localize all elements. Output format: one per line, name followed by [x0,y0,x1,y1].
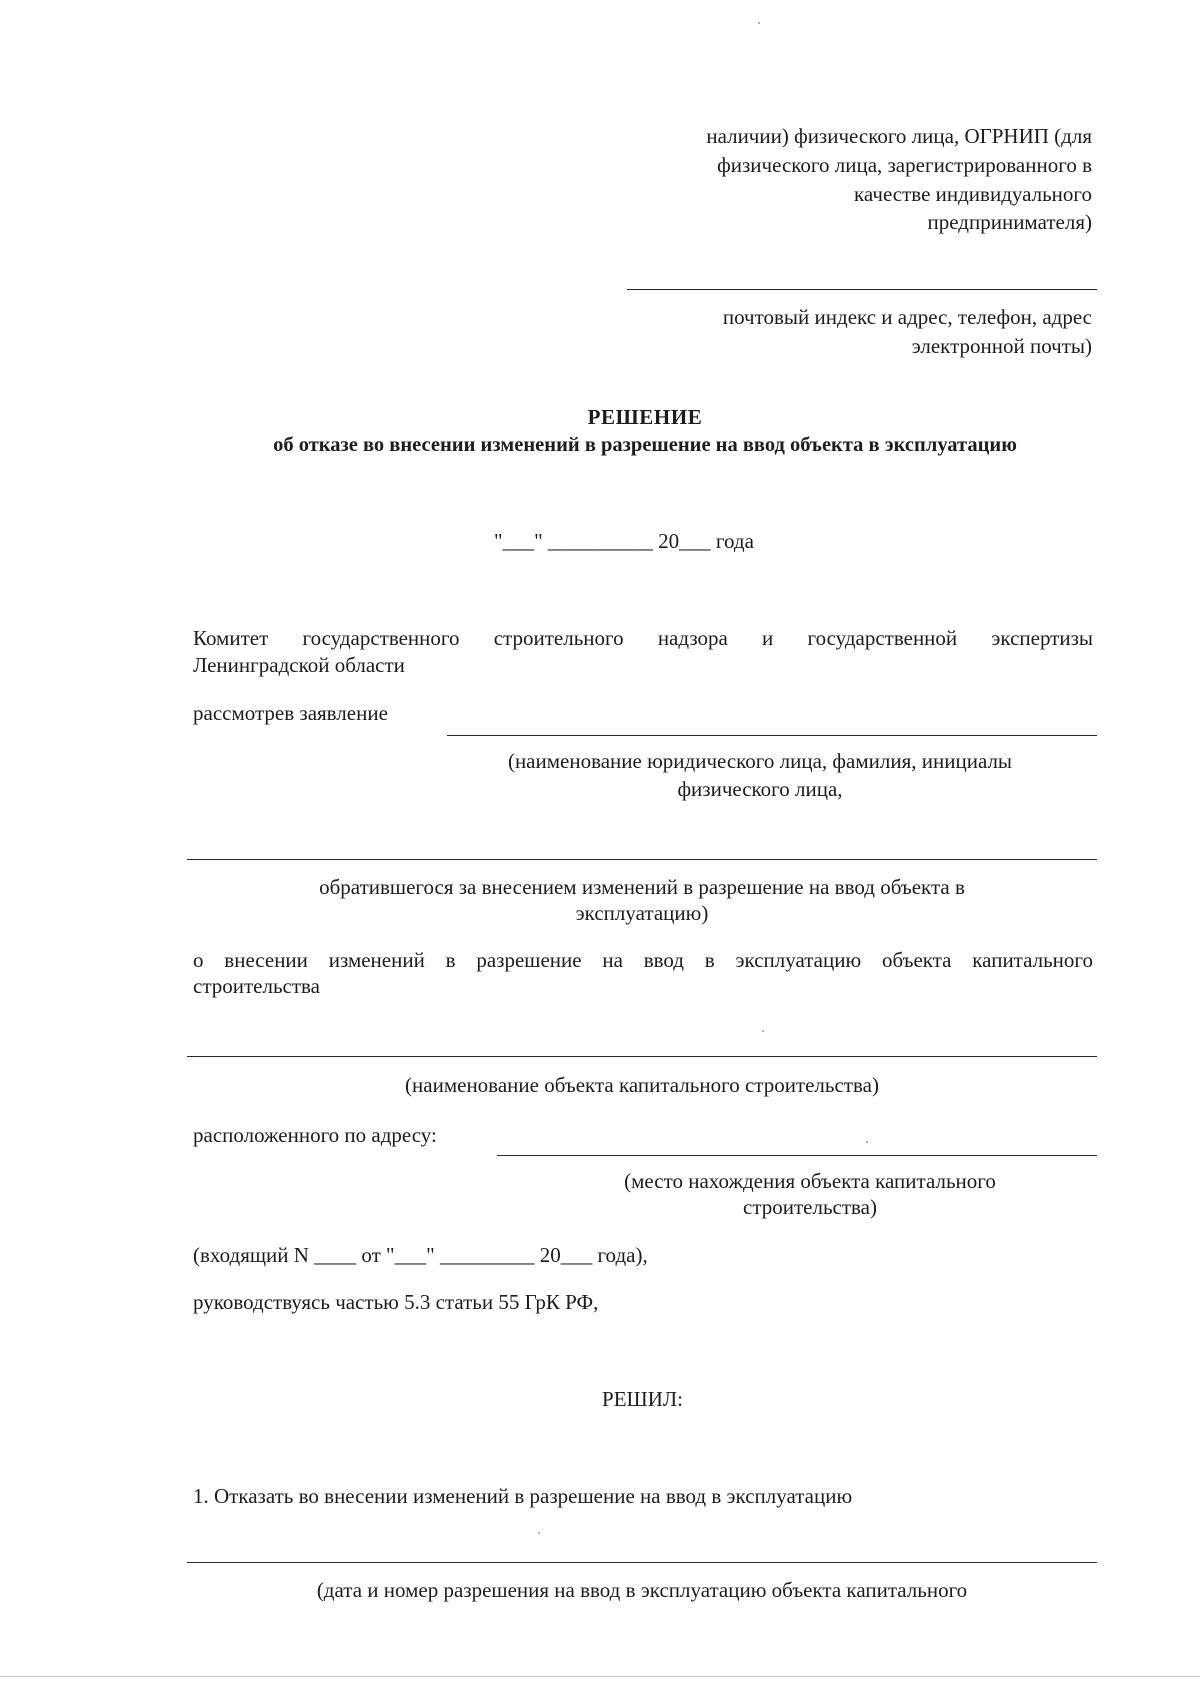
document-title: РЕШЕНИЕ [587,405,703,429]
applicant-fill-line [447,735,1097,736]
document-subtitle: об отказе во внесении изменений в разрешение на ввод объекта в эксплуатацию [273,434,1017,456]
location-fill-line [497,1155,1097,1156]
scan-speck [866,1141,868,1143]
applicant-note-line-3: качестве индивидуального [854,182,1092,206]
address-note-line-1: почтовый индекс и адрес, телефон, адрес [722,305,1092,329]
address-note-line-2: электронной почты) [911,334,1092,358]
applicant-hint-line-1: (наименование юридического лица, фамилия, инициалы [507,749,1013,773]
scan-speck [538,1532,540,1534]
permit-hint: (дата и номер разрешения на ввод в эксплуатацию объекта капитального [316,1578,968,1602]
applied-hint-line-2: эксплуатацию) [575,901,709,925]
decided-heading: РЕШИЛ: [602,1387,683,1411]
subject-line-1: о внесении изменений в разрешение на ввод в эксплуатацию объекта капитального [193,948,1093,972]
applicant-note-line-2: физического лица, зарегистрированного в [717,153,1092,177]
permit-fill-line [187,1562,1097,1563]
applicant-note-line-1: наличии) физического лица, ОГРНИП (для [706,124,1092,148]
committee-line-2: Ленинградской области [193,653,405,677]
decision-date-line: "___" __________ 20___ года [494,529,754,553]
address-label: расположенного по адресу: [193,1123,437,1147]
scan-speck [758,22,760,24]
considered-label: рассмотрев заявление [193,701,388,725]
applicant-fill-line-2 [187,859,1097,860]
address-fill-line [627,289,1097,290]
applicant-hint-line-2: физического лица, [677,777,843,801]
guided-line: руководствуясь частью 5.3 статьи 55 ГрК РФ, [193,1290,599,1314]
incoming-line: (входящий N ____ от "___" _________ 20___ года), [193,1243,648,1267]
subject-line-2: строительства [193,974,321,998]
applied-hint-line-1: обратившегося за внесением изменений в разрешение на ввод объекта в [319,875,965,899]
item-1: 1. Отказать во внесении изменений в разрешение на ввод в эксплуатацию [193,1484,853,1508]
scan-bottom-edge [0,1676,1200,1677]
location-hint-line-2: строительства) [743,1195,877,1219]
object-hint: (наименование объекта капитального строительства) [405,1073,879,1097]
object-fill-line [187,1056,1097,1057]
location-hint-line-1: (место нахождения объекта капитального [624,1169,996,1193]
scan-speck [762,1030,764,1032]
committee-line-1: Комитет государственного строительного надзора и государственной экспертизы [193,626,1093,650]
applicant-note-line-4: предпринимателя) [927,210,1092,234]
